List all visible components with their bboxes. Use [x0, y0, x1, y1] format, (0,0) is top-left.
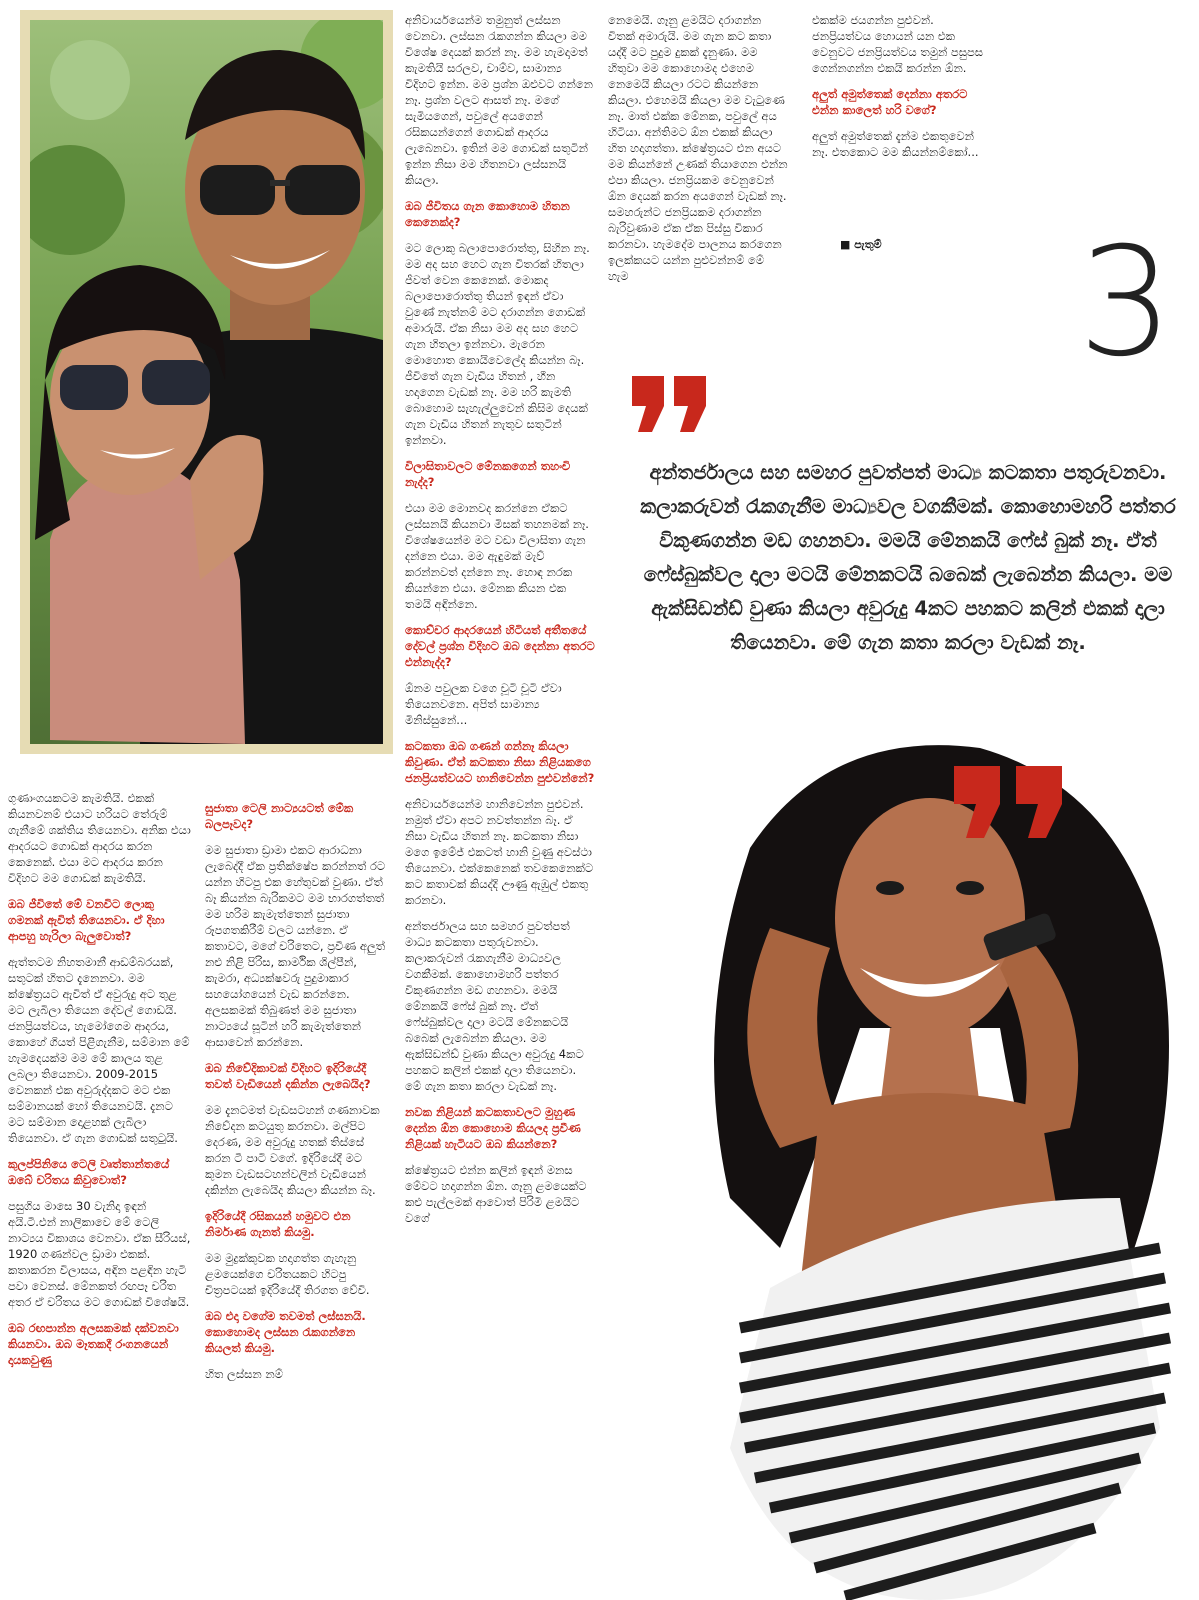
interview-question: කොච්චර ආදරයෙන් හිටියත් අතීතයේ දේවල් ප්‍රශ්න විදිහට ඔබ දෙන්නා අතරට එන්නැද්ද?	[405, 623, 595, 669]
interview-answer: අනිවාර්යයෙන්ම තමුනුත් ලස්සන වෙනවා. ලස්සන රැකගන්න කියලා මම විශේෂ දෙයක් කරන් නෑ. මම හැමදාමත් කැමතියි සරලව, චාම්ව, සාමාන්‍ය විදිහට ඉන්න. මම ප්‍රශ්න ඔළුවට ගන්නෙ නෑ. ප්‍රශ්න වලට ආසත් නෑ. මගේ සැමියගෙන්, පවුලේ අයගෙන් රසිකයන්ගෙන් ගොඩක් ආදරය ලැබෙනවා. ඉතින් මම ගොඩක් සතුටින් ඉන්න නිසා මම හිතනවා ලස්සනයි කියලා.	[405, 13, 593, 187]
pull-quote: අන්තර්ජාලය සහ සමහර පුවත්පත් මාධ්‍ය කටකතා පතුරුවනවා. කලාකරුවන් රැකගැනීම මාධ්‍යවල වගකීමක්. කොහොමහරි පත්තර විකුණගන්න මඩ ගහනවා. මමයි මේනකයි ෆේස් බුක් නෑ. ඒත් ෆේස්බුක්වල දාලා මටයි මේනකටයි බබෙක් ලැබෙන්න කියලා. මම ඇක්සිඩන්ඩ් වුණා කියලා අවුරුදු 4කට පහකට කලින් එකක් දාලා තියෙනවා. මේ ගැන කතා කරලා වැඩක් නෑ.	[640, 461, 1176, 654]
interview-question: ඔබ එදා වගේම තවමත් ලස්සනයි. කොහොමද ලස්සන රැකගන්නෙ කියලත් කියමු.	[205, 1309, 366, 1355]
interview-answer: අනිවාර්යයෙන්ම හානිවෙන්න පුළුවන්. නමුත් ඒවා අපට නවත්තන්න බෑ. ඒ නිසා වැඩිය හිතන් නෑ. කටකතා නිසා මගෙ ඉමේජ් එකටත් හානි වුණු අවස්ථා තියෙනවා. එක්කෙනෙක් තවකෙනෙක්ට කට කතාවක් කියද්දි ඌණු ඇඹුල් එකතු කරනවා.	[405, 797, 594, 907]
interview-answer: මට ලොකු බලාපොරොත්තු, සිහින නෑ. මම අද සහ හෙට ගැන විතරක් හිතලා ජීවත් වෙන කෙනෙක්. මොකද බලාපොරොත්තු තියන් ඉඳන් ඒවා වුණේ නැත්නම් මට දරාගන්න ගොඩක් අමාරුයි. ඒක නිසා මම අද සහ හෙට ගැන හිතලා ඉන්නවා. මැරෙන මොහොත කොයිවෙලේද කියන්න බෑ. ජීවිතේ ගැන වැඩිය හිතන් , හීන හදාගෙන වැඩක් නෑ. මම හරි කැමති බොහොම සැහැල්ලුවෙන් කිසිම දෙයක් ගැන වැඩිය හිතන් නැතුව සතුටින් ඉන්නවා.	[405, 241, 590, 447]
interview-question: කටකතා ඔබ ගණන් ගන්නෑ කියලා කිවුණා. ඒත් කටකතා නිසා නිළියකගෙ ජනප්‍රියත්වයට හානිවෙන්න පුළුවන්නේ?	[405, 739, 595, 785]
interview-question: අලුත් අමුත්තෙක් දෙන්නා අතරට එන්න කාලෙත් හරි වගේ?	[812, 87, 968, 117]
article-column-b	[608, 12, 788, 294]
page-number: 3	[1078, 216, 1174, 390]
article-column-e	[205, 800, 390, 1392]
interview-answer: මම මුද්‍රක්කුවක හදාගත්ත ගැහැනු ළමයෙක්ගෙ චරිතයකට හිටපු චිත්‍රපටයක් ඉදිරියේදී තිරගත වේවි.	[205, 1251, 370, 1297]
interview-answer: අලුත් අමුත්තෙක් දැන්ම එකතුවෙන් නෑ. එතකොට මම කියන්නම්කෝ...	[812, 129, 979, 159]
article-column-d	[8, 790, 193, 1378]
interview-answer: ඕනම පවුලක වගෙ චූටි චූටි ඒවා තියෙනවනෙ. අපිත් සාමාන්‍ය මිනිස්සුනේ...	[405, 681, 562, 727]
interview-question: ඔබ ජීවිතය ගැන කොහොම හිතන කෙනෙක්ද?	[405, 199, 570, 229]
couple-photo	[30, 20, 383, 744]
interview-answer: ක්ෂේත්‍රයට එන්න කලින් ඉඳන් මනස මේවට හදාගන්න ඕන. ගෑනු ළමයෙක්ට කළු පැල්ලමක් ආවොත් පිරිමි ළමයිට වගේ	[405, 1163, 587, 1225]
interview-question: සුජාතා ටෙලි නාට්‍යයටත් මේක බලපෑවද?	[205, 801, 354, 831]
interview-question: ඔබ රඟපාන්න අලසකමක් දක්වනවා කියනවා. ඔබ මෑතකදී රංගනයෙන් දායකවුණු	[8, 1321, 179, 1367]
interview-question: නවක නිළියන් කටකතාවලට මුහුණ දෙන්න ඕන කොහොම කියලද ප්‍රවීණ නිළියක් හැටියට ඔබ කියන්නෙ?	[405, 1105, 581, 1151]
interview-question: විලාසිතාවලට මේනකගෙන් තහංචි නැද්ද?	[405, 459, 571, 489]
interview-answer: ඇත්තටම නිහතමානී ආඩම්බරයක්, සතුටක් හිතට දැනෙනවා. මම ක්ෂේත්‍රයට ඇවිත් ඒ අවුරුදු අට තුළ මට ලැබිලා තියෙන දේවල් ගොඩයි. ජනප්‍රියත්වය, හැමෝගෙම ආදරය, කොහේ ගියත් පිළිගැනීම, සම්මාන මේ හැමදෙයක්ම මම මේ කාලය තුළ ලබලා තියෙනවා. 2009-2015 වෙනකන් එක අවුරුද්දකට මට එක සම්මානයක් හෝ තියෙනවයි. දැනට මට සම්මාන දොළහක් ලැබිලා තියෙනවා. ඒ ගැන ගොඩක් සතුටුයි.	[8, 955, 190, 1145]
interview-answer: එයා මම මොනවද කරන්නෙ ඒකට ලස්සනයි කියනවා මිසක් තහනමක් නෑ. විශේෂයෙන්ම මට වඩා විලාසිතා ගැන දන්නෙ එයා. මම ඇඳුමක් මැව් කරන්නවත් දන්නෙ නෑ. හොඳ නරක කියන්නෙ එයා. මේනක කියන එක තමයි අඳින්නෙ.	[405, 501, 589, 611]
interview-answer: ගුණාංගයකටම කැමතියි. එකක් කියනවනම් එයාට හරියට තේරුම් ගැනීමේ ශක්තිය තියෙනවා. අනික එයා ආදරයට ගොඩක් ආදරය කරන කෙනෙක්. එයා මට ආදරය කරන විදිහට මම ගොඩක් කැමතියි.	[8, 791, 191, 885]
interview-question: ඔබ නිවේදිකාවක් විදිහට ඉදිරියේදී තවත් වැඩියෙන් දකින්න ලැබෙයිද?	[205, 1061, 371, 1091]
interview-answer: පසුගිය මාසෙ 30 වැනිදා ඉඳන් අයි.ටී.එන් නාලිකාවෙ මේ ටෙලි නාට්‍යය විකාශය වෙනවා. ඒක සීරියස්, 1920 ගණන්වල ඩ්‍රාමා එකක්. කතාකරන විලාසය, අඳින පළඳින හැටි පවා වෙනස්. මේනකත් රඟපෑ චරිත අතර ඒ චරිතය මට ගොඩක් විශේෂයි.	[8, 1199, 191, 1309]
couple-photo-frame	[20, 10, 393, 754]
interview-answer: මම සුජාතා ඩ්‍රාමා එකට ආරාධනා ලැබෙද්දී ඒක ප්‍රතික්ෂේප කරන්නත් රට යන්න හිටපු එක හේතුවක් වුණා. ඒත් බෑ කියන්න බැරිකමට මම භාරගත්තත් මම හරිම කැමැත්තෙන් සුජාතා රූපගතකිරීම් වලට යන්නෙ. ඒ කතාවට, මගේ චරිතෙට, ප්‍රවීණ අලුත් නළු නිළි පිරිස, කාර්මික ශිල්පීන්, කැමරා, අධ්‍යක්ෂවරු පුදුමාකාර සහයෝගයෙන් වැඩ කරන්නෙ. අලසකමක් තිබුණත් මම සුජාතා නාට්‍යයේ සූටින් හරි කැමැත්තෙන් ආසාවෙන් කරන්නෙ.	[205, 843, 386, 1049]
open-quote-icon	[628, 376, 712, 432]
article-column-a	[405, 12, 595, 1236]
interview-question: ඔබ ජීවිතේ මේ වනවිට ලොකු ගමනක් ඇවිත් තියෙනවා. ඒ දිහා ආපහු හැරිලා බැලුවොත්?	[8, 897, 165, 943]
woman-portrait-photo	[600, 728, 1199, 1600]
interview-question: කුලප්පිනියෙ ටෙලි වෘත්තාන්තයේ ඔබේ චරිතය කිවුවොත්?	[8, 1157, 170, 1187]
interview-answer: අන්තර්ජාලය සහ සමහර පුවත්පත් මාධ්‍ය කටකතා පතුරුවනවා. කලාකරුවන් රැකගැනීම මාධ්‍යවල වගකීමක්. කොහොමහරි පත්තර විකුණගන්න මඩ ගහනවා. මමයි මේනකයි ෆේස් බුක් නෑ. ඒත් ෆේස්බුක්වල දාලා මටයි මේනකටයි බබෙක් ලැබෙන්න කියලා. මම ඇක්සිඩන්ඩ් වුණා කියලා අවුරුදු 4කට පහකට කලින් එකක් දාලා තියෙනවා. මේ ගැන කතා කරලා වැඩක් නෑ.	[405, 919, 584, 1093]
interview-question: ඉදිරියේදී රසිකයන් හමුවට එන නිර්මාණ ගැනත් කියමු.	[205, 1209, 351, 1239]
interview-answer: එකක්ම ජයගන්න පුළුවන්. ජනප්‍රියත්වය හොයන් යන එක වෙනුවට ජනප්‍රියත්වය තමුන් පසුපස ගෙන්නගන්න එකයි කරන්න ඕන.	[812, 13, 984, 75]
article-column-c	[812, 12, 992, 170]
interview-answer: හිත ලස්සන නම්	[205, 1367, 283, 1381]
author-signoff: ■ පැතුම්	[840, 238, 882, 251]
close-quote-icon	[948, 766, 1072, 838]
interview-answer: මම දැනටමත් වැඩසටහන් ගණනාවක නිවේදන කටයුතු කරනවා. මල්පිට දෙරණ, මම අවුරුදු හතක් තිස්සේ කරන ටී පාටි වගේ. ඉදිරියේදී මට කුමන වැඩසටහන්වලින් වැඩියෙන් දකින්න ලැබෙයිද කියලා කියන්න බෑ.	[205, 1103, 380, 1197]
interview-answer: නෙමෙයි. ගෑනු ළමයිට දරාගන්න විතක් අමාරුයි. මම ගැන කට කතා යද්දී මට පුදුම දුකක් දැනුණා. මම හිතුවා මම කොහොමද එහෙම නෙමෙයි කියලා රටට කියන්නෙ කියලා. එහෙමයි කියලා මම වැටුණෙ නෑ. මාත් එක්ක මේනක, පවුලේ අය හිටියා. අන්තිමට ඕන එකක් කියලා හිත හදාගත්තා. ක්ෂේත්‍රයට එන අයට මම කියන්නේ උණක් තියාගෙන එන්න එපා කියලා. ජනප්‍රියකම වෙනුවෙන් ඕන දෙයක් කරන අයගෙන් වැඩක් නෑ. සමහරුන්ට ජනප්‍රියකම දරාගන්න බැරිවුණාම ඒක ඒක පිස්සු විකාර කරනවා. හැමදේම පාලනය කරගෙන ඉලක්කයට යන්න පුළුවන්නම් මේ හැම	[608, 13, 788, 283]
